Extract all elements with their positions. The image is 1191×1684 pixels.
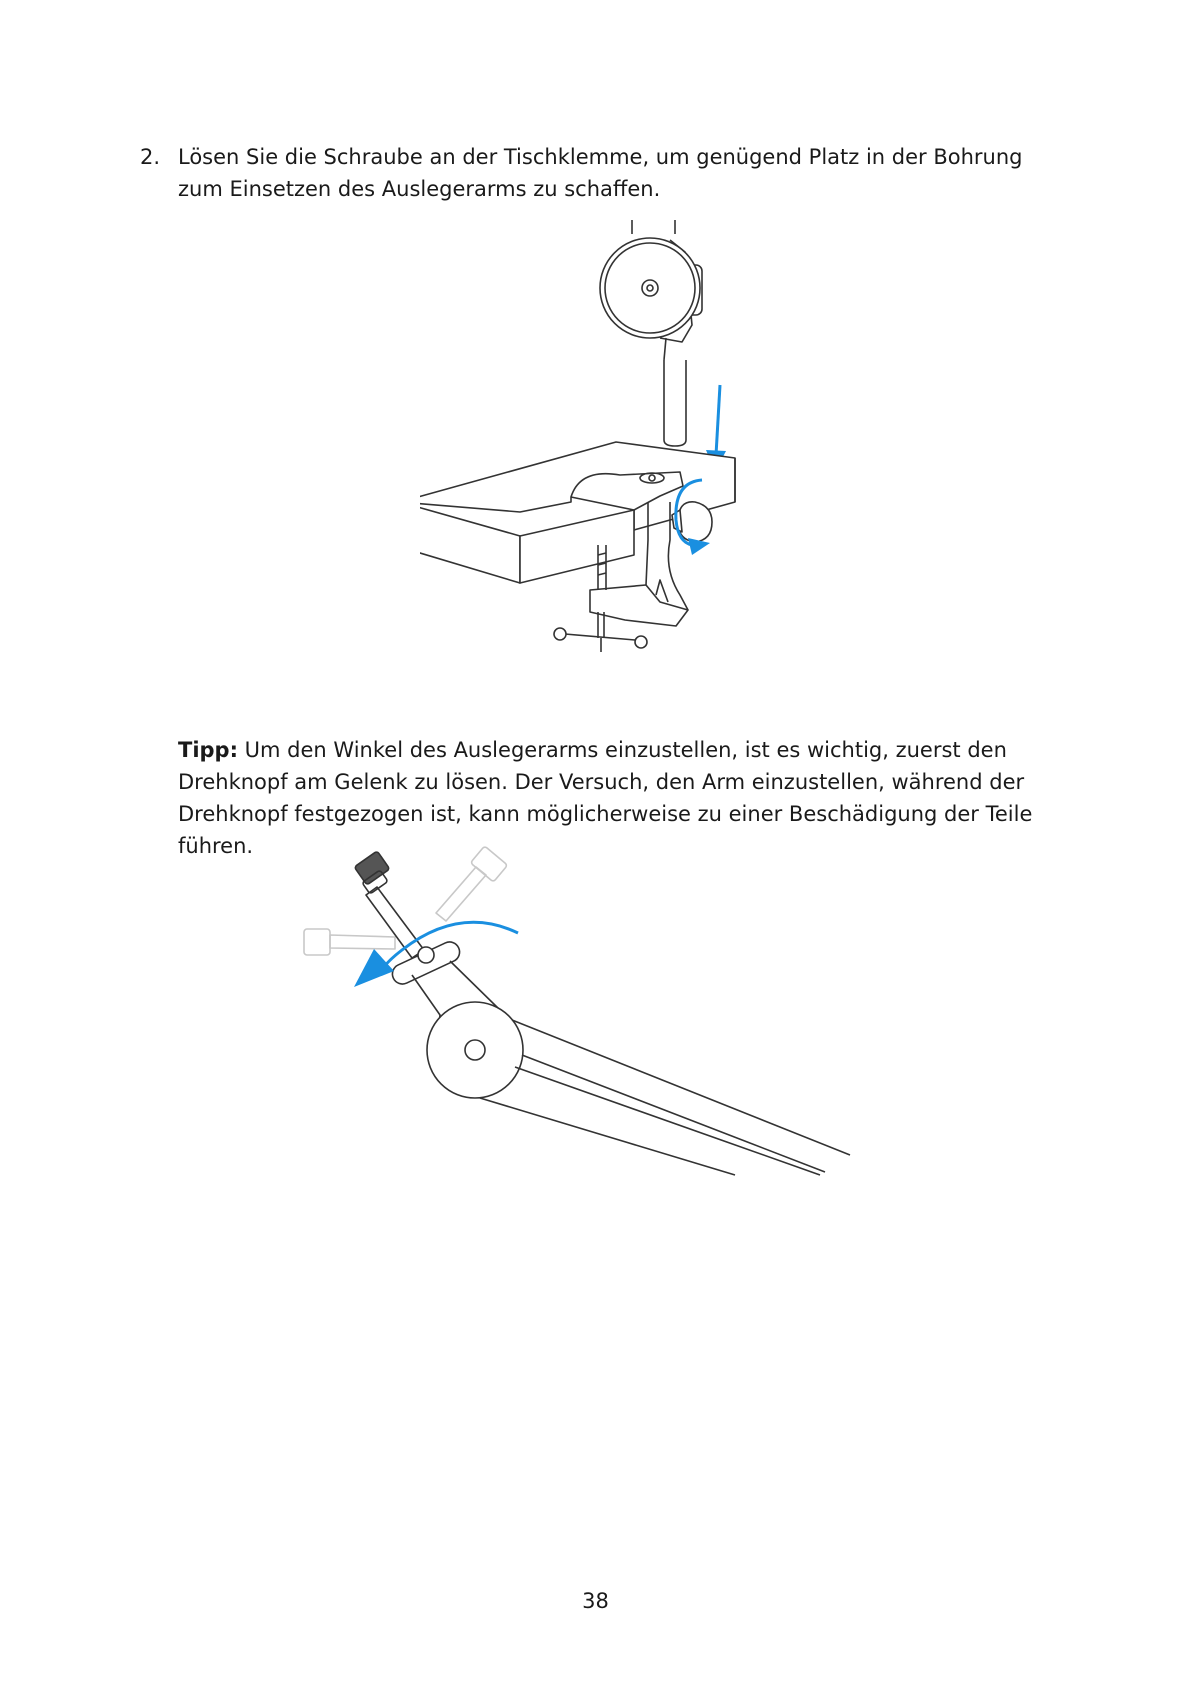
clamp-illustration: [420, 210, 820, 720]
arm-rod-icon: [664, 338, 686, 446]
joint-disc-icon: [600, 220, 702, 342]
step-text: Lösen Sie die Schraube an der Tischklemme, um genügend Platz in der Bohrung zum Einsetzen des Auslegerarms zu schaffen.: [178, 145, 1023, 201]
joint-body-icon: [412, 961, 850, 1175]
tip-paragraph: [178, 734, 1078, 862]
step-number: 2.: [140, 145, 161, 169]
joint-illustration: [290, 845, 930, 1205]
page-number: 38: [582, 1589, 609, 1613]
tip-label: Tipp:: [178, 738, 238, 762]
ghost-arm-positions-icon: [304, 846, 508, 955]
tip-text: Um den Winkel des Auslegerarms einzustellen, ist es wichtig, zuerst den Drehknopf am Gelenk zu lösen. Der Versuch, den Arm einzustellen, während der Drehknopf festgezogen ist, kann möglicherweise zu einer Beschädigung der Teile führen.: [178, 738, 1033, 858]
